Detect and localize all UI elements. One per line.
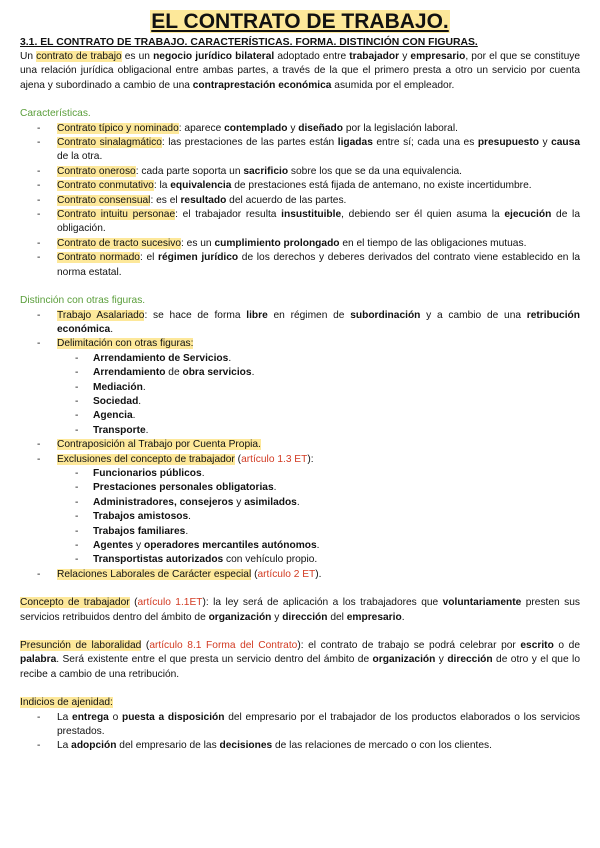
list-item: - Contrato sinalagmático: las prestaciones de las partes están ligadas entre sí; cada una es presupuesto y causa de la otra. (20, 136, 580, 165)
article-reference: artículo 1.3 ET (241, 453, 308, 465)
list-item: - La adopción del empresario de las decisiones de las relaciones de mercado o con los clientes. (20, 739, 580, 753)
intro-paragraph: Un contrato de trabajo es un negocio jurídico bilateral adoptado entre trabajador y empresario, por el que se constituye una relación jurídica obligacional entre ambas partes, a través de la que el primero presta a otro un servicio por cuenta ajena y subordinado a cambio de una contraprestación económica asumida por el empleador. (20, 51, 580, 91)
sub-list-item: - Trabajos amistosos. (57, 510, 580, 524)
list-item: - Contrato conmutativo: la equivalencia de prestaciones está fijada de antemano, no existe incertidumbre. (20, 179, 580, 193)
list-item: - Contrato intuitu personae: el trabajador resulta insustituible, debiendo ser él quien asuma la ejecución de la obligación. (20, 208, 580, 237)
list-item: - Exclusiones del concepto de trabajador (artículo 1.3 ET): - Funcionarios públicos. - Prestaciones personales obligatorias. - Administradores, consejeros y asimilados. - Trabajos amistosos. - Trabajos familiares. - Agentes y operadores mercantiles autónomos. - Transportistas autorizados con vehículo propio. (20, 453, 580, 568)
sub-list-item: - Agentes y operadores mercantiles autónomos. (57, 539, 580, 553)
list-item: - Contrato oneroso: cada parte soporta un sacrificio sobre los que se da una equivalencia. (20, 165, 580, 179)
ajenidad-list (20, 711, 580, 754)
sub-list-item: - Mediación. (57, 381, 580, 395)
sub-list-item: - Arrendamiento de obra servicios. (57, 366, 580, 380)
sub-list-item: - Transportistas autorizados con vehículo propio. (57, 553, 580, 567)
sub-list-item: - Agencia. (57, 409, 580, 423)
article-reference: artículo 2 ET (257, 568, 316, 580)
article-reference: artículo 1.1ET (137, 597, 203, 609)
list-item: - Trabajo Asalariado: se hace de forma libre en régimen de subordinación y a cambio de una retribución económica. (20, 309, 580, 338)
sub-list-item: - Trabajos familiares. (57, 525, 580, 539)
document-title: EL CONTRATO DE TRABAJO. (151, 10, 449, 33)
list-item: - Delimitación con otras figuras: - Arrendamiento de Servicios. - Arrendamiento de obra servicios. - Mediación. - Sociedad. - Agencia. - Transporte. (20, 337, 580, 438)
concepto-paragraph: Concepto de trabajador (artículo 1.1ET): la ley será de aplicación a los trabajadores que voluntariamente presten sus servicios retribuidos dentro del ámbito de organización y dirección del empresario. (20, 597, 580, 623)
section-subtitle: 3.1. EL CONTRATO DE TRABAJO. CARACTERÍSTICAS. FORMA. DISTINCIÓN CON FIGURAS. (20, 37, 478, 48)
list-item: - Contraposición al Trabajo por Cuenta Propia. (20, 438, 580, 452)
ajenidad-heading: Indicios de ajenidad: (20, 697, 113, 709)
list-item: - Contrato consensual: es el resultado del acuerdo de las partes. (20, 194, 580, 208)
sub-list (57, 352, 580, 438)
caracteristicas-list (20, 122, 580, 280)
list-item: - Relaciones Laborales de Carácter especial (artículo 2 ET). (20, 568, 580, 582)
highlight-term: contrato de trabajo (36, 51, 122, 62)
sub-list-item: - Sociedad. (57, 395, 580, 409)
distincion-list (20, 309, 580, 583)
sub-list-item: - Prestaciones personales obligatorias. (57, 481, 580, 495)
presuncion-paragraph: Presunción de laboralidad (artículo 8.1 Forma del Contrato): el contrato de trabajo se podrá celebrar por escrito o de palabra. Será existente entre el que presta un servicio dentro del ámbito de organización y dirección de otro y el que lo recibe a cambio de una retribución. (20, 640, 580, 680)
sub-list-item: - Administradores, consejeros y asimilados. (57, 496, 580, 510)
sub-list (57, 467, 580, 568)
sub-list-item: - Arrendamiento de Servicios. (57, 352, 580, 366)
sub-list-item: - Transporte. (57, 424, 580, 438)
list-item: - Contrato de tracto sucesivo: es un cumplimiento prolongado en el tiempo de las obligaciones mutuas. (20, 237, 580, 251)
list-item: - Contrato típico y nominado: aparece contemplado y diseñado por la legislación laboral. (20, 122, 580, 136)
sub-list-item: - Funcionarios públicos. (57, 467, 580, 481)
article-reference: artículo 8.1 Forma del Contrato (149, 640, 298, 652)
distincion-heading: Distinción con otras figuras. (20, 295, 146, 307)
list-item: - La entrega o puesta a disposición del empresario por el trabajador de los productos elaborados o los servicios prestados. (20, 711, 580, 740)
caracteristicas-heading: Características. (20, 108, 91, 120)
list-item: - Contrato normado: el régimen jurídico de los derechos y deberes derivados del contrato viene establecido en la norma estatal. (20, 251, 580, 280)
